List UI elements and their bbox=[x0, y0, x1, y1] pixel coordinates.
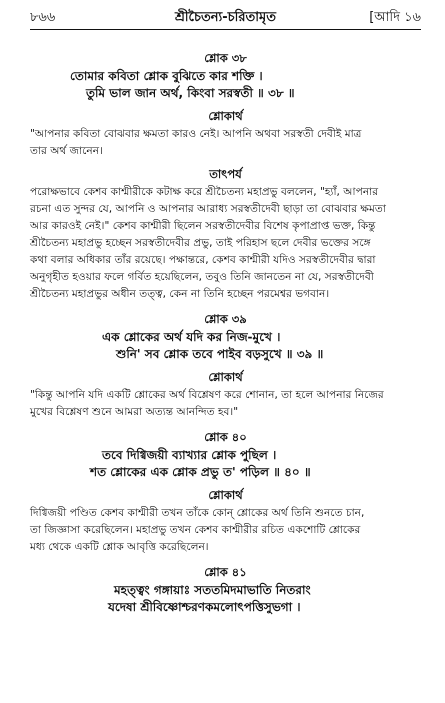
translation-line: দিগ্বিজয়ী পণ্ডিত কেশব কাশ্মীরী তখন তাঁকে কোন্ শ্লোকের অর্থ তিনি শুনতে চান, bbox=[30, 507, 365, 519]
verse-line: যদেষা শ্রীবিষ্ণোশ্চরণকমলোৎপত্তিসুভগা । bbox=[108, 600, 301, 614]
translation-line: তার অর্থ জানেন। bbox=[30, 145, 103, 157]
header-rule bbox=[30, 29, 421, 30]
purport-line: অনুগৃহীত হওয়ার ফলে গর্বিত হয়েছিলেন, তবুও তিনি জানতেন না যে, সরস্বতীদেবী bbox=[30, 271, 374, 283]
verse-39-section bbox=[30, 311, 421, 421]
translation-line: "কিন্তু আপনি যদি একটি শ্লোকের অর্থ বিশ্লেষণ করে শোনান, তা হলে আপনার নিজের bbox=[30, 389, 384, 401]
verse-line: মহত্ত্বং গঙ্গায়াঃ সততমিদমাভাতি নিতরাং bbox=[114, 583, 311, 597]
page-content bbox=[30, 50, 421, 616]
running-title: শ্রীচৈতন্য-চরিতামৃত bbox=[174, 10, 277, 25]
page-header bbox=[30, 8, 421, 30]
purport-line: পরোক্ষভাবে কেশব কাশ্মীরীকে কটাক্ষ করে শ্রীচৈতন্য মহাপ্রভু বললেন, "হ্যাঁ, আপনার bbox=[30, 186, 379, 198]
purport-line: রচনা এত সুন্দর যে, আপনি ও আপনার আরাধ্য সরস্বতীদেবী ছাড়া তা বোঝবার ক্ষমতা bbox=[30, 203, 386, 215]
translation-heading: শ্লোকার্থ bbox=[208, 109, 243, 123]
verse-line: শত শ্লোকের এক শ্লোক প্রভু ত' পড়িল ॥ ৪০ ॥ bbox=[90, 465, 311, 479]
page-number: ৮৬৬ bbox=[30, 10, 56, 25]
verse-41-section bbox=[30, 564, 421, 616]
verse-line: তুমি ভাল জান অর্থ, কিংবা সরস্বতী ॥ ৩৮ ॥ bbox=[86, 86, 295, 100]
purport-line: শ্রীচৈতন্য মহাপ্রভু হচ্ছেন সরস্বতীদেবীর প্রভু, তাই পরিহাস ছলে দেবীর ভক্তের সঙ্গে bbox=[30, 237, 371, 249]
purport-heading: তাৎপর্য bbox=[209, 167, 242, 181]
verse-line: এক শ্লোকের অর্থ যদি কর নিজ-মুখে । bbox=[102, 330, 281, 344]
translation-line: "আপনার কবিতা বোঝবার ক্ষমতা কারও নেই। আপনি অথবা সরস্বতী দেবীই মাত্র bbox=[30, 128, 362, 140]
translation-line: তা জিজ্ঞাসা করেছিলেন। মহাপ্রভু তখন কেশব কাশ্মীরীর রচিত একশোটি শ্লোকের bbox=[30, 524, 361, 536]
purport-line: শ্রীচৈতন্য মহাপ্রভুর অধীন তত্ত্ব, কেন না তিনি হচ্ছেন পরমেশ্বর ভগবান। bbox=[30, 288, 330, 300]
translation-heading: শ্লোকার্থ bbox=[208, 370, 243, 384]
purport-line: আর কারওই নেই।" কেশব কাশ্মীরী ছিলেন সরস্বতীদেবীর বিশেষ কৃপাপ্রাপ্ত ভক্ত, কিন্তু bbox=[30, 220, 376, 232]
verse-line: শুনি' সব শ্লোক তবে পাইব বড়সুখে ॥ ৩৯ ॥ bbox=[116, 347, 324, 361]
verse-heading: শ্লোক ৪১ bbox=[204, 565, 247, 579]
verse-38-section bbox=[30, 50, 421, 303]
verse-line: তবে দিগ্বিজয়ী ব্যাখ্যার শ্লোক পুছিল । bbox=[102, 448, 277, 462]
purport-line: কথা বলার অধিকার তাঁর রয়েছে। পক্ষান্তরে, কেশব কাশ্মীরী যদিও সরস্বতীদেবীর দ্বারা bbox=[30, 254, 376, 266]
translation-line: মধ্য থেকে একটি শ্লোক আবৃত্তি করেছিলেন। bbox=[30, 541, 209, 553]
verse-line: তোমার কবিতা শ্লোক বুঝিতে কার শক্তি । bbox=[70, 69, 263, 83]
chapter-reference: [আদি ১৬ bbox=[369, 10, 421, 25]
verse-heading: শ্লোক ৩৯ bbox=[204, 312, 247, 326]
verse-heading: শ্লোক ৪০ bbox=[204, 430, 247, 444]
translation-line: মুখের বিশ্লেষণ শুনে আমরা অত্যন্ত আনন্দিত হব।" bbox=[30, 406, 239, 418]
translation-heading: শ্লোকার্থ bbox=[208, 488, 243, 502]
verse-40-section bbox=[30, 429, 421, 556]
verse-heading: শ্লোক ৩৮ bbox=[204, 51, 247, 65]
